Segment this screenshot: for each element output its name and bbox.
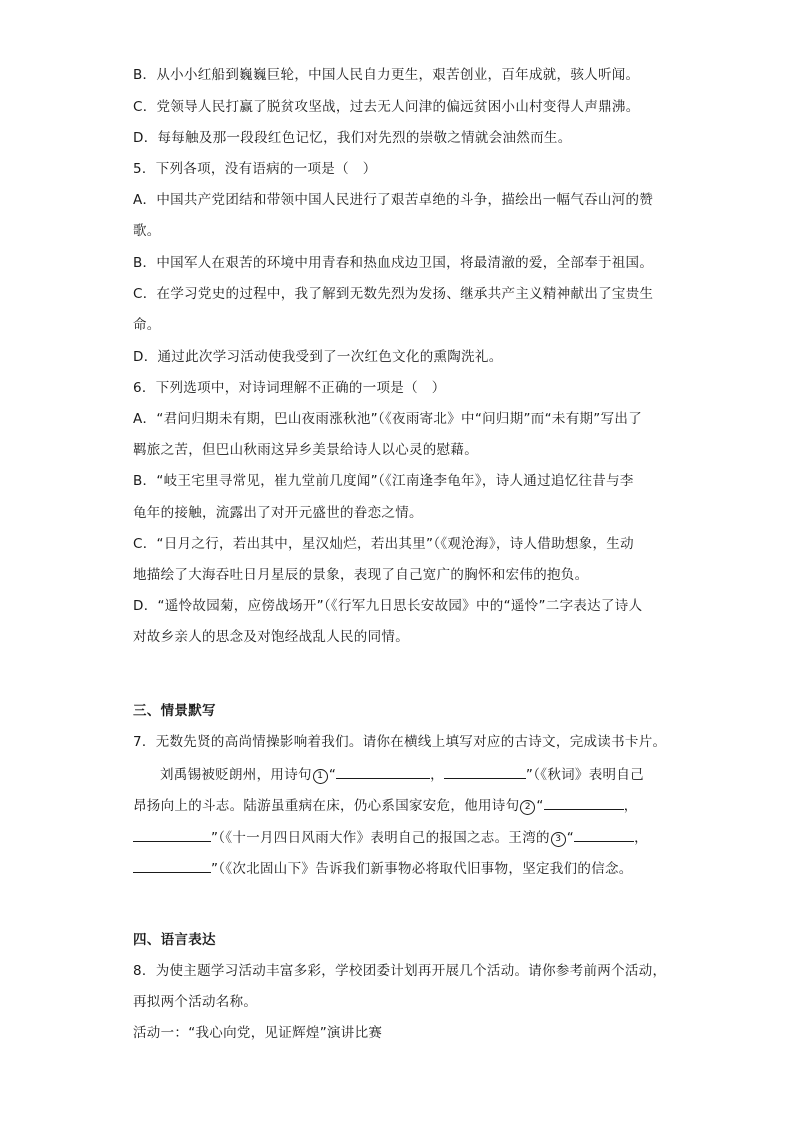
q5-stem: 5．下列各项，没有语病的一项是（ ） xyxy=(133,161,377,177)
q6-option-c-line1: C．“日月之行，若出其中，星汉灿烂，若出其里”（《观沧海》，诗人借助想象，生动 xyxy=(133,536,634,552)
activity-one: 活动一：“我心向党，见证辉煌”演讲比赛 xyxy=(133,1025,383,1041)
q7-text: ， xyxy=(430,767,444,783)
q6-option-a-line2: 羁旅之苦，但巴山秋雨这异乡美景给诗人以心灵的慰藉。 xyxy=(133,442,478,458)
q7-text: ， xyxy=(623,798,638,814)
answer-blank-2b[interactable] xyxy=(133,827,211,842)
q6-option-a-line1: A．“君问归期未有期，巴山夜雨涨秋池”（《夜雨寄北》中“问归期”而“未有期”写出了 xyxy=(133,411,642,427)
q7-text: “ xyxy=(536,798,544,814)
q5-option-d: D．通过此次学习活动使我受到了一次红色文化的熏陶洗礼。 xyxy=(133,349,503,365)
q7-stem: 7．无数先贤的高尚情操影响着我们。请你在横线上填写对应的古诗文，完成读书卡片。 xyxy=(133,734,667,750)
q7-paragraph-line4 xyxy=(133,858,633,878)
q6-option-d-line2: 对故乡亲人的思念及对饱经战乱人民的同情。 xyxy=(133,629,409,645)
q5-option-a-line1: A．中国共产党团结和带领中国人民进行了艰苦卓绝的斗争，描绘出一幅气吞山河的赞 xyxy=(133,192,654,208)
circled-number-1: 1 xyxy=(313,769,328,784)
q4-option-b: B．从小小红船到巍巍巨轮，中国人民自力更生，艰苦创业，百年成就，骇人听闻。 xyxy=(133,67,640,83)
q4-option-c: C．党领导人民打赢了脱贫攻坚战，过去无人问津的偏远贫困小山村变得人声鼎沸。 xyxy=(133,99,640,115)
q6-option-b-line2: 龟年的接触，流露出了对开元盛世的眷恋之情。 xyxy=(133,505,423,521)
q7-text: ”（《十一月四日风雨大作》表明自己的报国之志。王湾的 xyxy=(211,830,550,846)
q6-stem: 6．下列选项中，对诗词理解不正确的一项是（ ） xyxy=(133,380,446,396)
q5-option-c-line2: 命。 xyxy=(133,317,161,333)
q7-paragraph-line1 xyxy=(160,764,644,784)
q6-option-d-line1: D．“遥怜故园菊，应傍战场开”（《行军九日思长安故园》中的“遥怜”二字表达了诗人 xyxy=(133,598,643,614)
q7-text: “ xyxy=(328,767,337,783)
answer-blank-3a[interactable] xyxy=(574,827,634,842)
q7-paragraph-line3 xyxy=(133,827,648,847)
section-heading-language: 四、语言表达 xyxy=(133,932,216,948)
q7-text: 刘禹锡被贬朗州，用诗句 xyxy=(160,767,312,783)
q7-text: “ xyxy=(566,830,575,846)
q7-text: 昂扬向上的斗志。陆游虽重病在床，仍心系国家安危，他用诗句 xyxy=(133,798,520,814)
q5-option-b: B．中国军人在艰苦的环境中用青春和热血戍边卫国，将最清澈的爱，全部奉于祖国。 xyxy=(133,255,654,271)
q7-text: ”（《次北固山下》告诉我们新事物必将取代旧事物，坚定我们的信念。 xyxy=(211,861,633,877)
q7-paragraph-line2 xyxy=(133,795,638,815)
q6-option-b-line1: B．“岐王宅里寻常见，崔九堂前几度闻”（《江南逢李龟年》，诗人通过追忆往昔与李 xyxy=(133,473,634,489)
answer-blank-1b[interactable] xyxy=(444,764,526,779)
q8-stem-line1: 8．为使主题学习活动丰富多彩，学校团委计划再开展几个活动。请你参考前两个活动， xyxy=(133,963,667,979)
q4-option-d: D．每每触及那一段段红色记忆，我们对先烈的崇敬之情就会油然而生。 xyxy=(133,130,572,146)
answer-blank-2a[interactable] xyxy=(544,795,624,810)
answer-blank-3b[interactable] xyxy=(133,858,211,873)
q5-option-a-line2: 歌。 xyxy=(133,223,161,239)
circled-number-3: 3 xyxy=(551,832,566,847)
section-heading-recitation: 三、情景默写 xyxy=(133,703,216,719)
q7-text: ， xyxy=(634,830,648,846)
q6-option-c-line2: 地描绘了大海吞吐日月星辰的景象，表现了自己宽广的胸怀和宏伟的抱负。 xyxy=(133,567,589,583)
q8-stem-line2: 再拟两个活动名称。 xyxy=(133,994,258,1010)
circled-number-2: 2 xyxy=(520,800,535,815)
q7-text: ”（《秋词》表明自己 xyxy=(525,767,644,783)
answer-blank-1a[interactable] xyxy=(336,764,430,779)
q5-option-c-line1: C．在学习党史的过程中，我了解到无数先烈为发扬、继承共产主义精神献出了宝贵生 xyxy=(133,286,654,302)
